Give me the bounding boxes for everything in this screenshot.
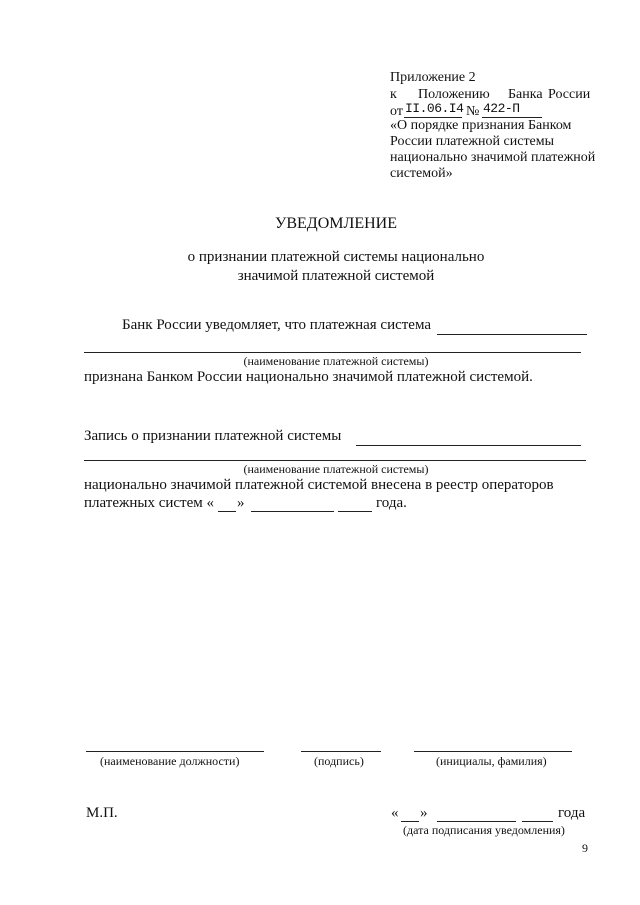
paragraph2-caption: (наименование платежной системы) — [243, 462, 429, 476]
signature-line — [301, 751, 381, 752]
full-name-caption: (инициалы, фамилия) — [436, 754, 547, 768]
appendix-number: 422-П — [483, 101, 520, 116]
appendix-num-sign: № — [466, 104, 480, 119]
registry-date-quote: » — [237, 495, 245, 511]
position-caption: (наименование должности) — [100, 754, 240, 768]
paragraph2-after: национально значимой платежной системой внесена в реестр операторов — [84, 477, 554, 493]
payment-system-name-line — [437, 334, 587, 335]
stamp-place: М.П. — [86, 805, 118, 821]
registry-date-suffix: года. — [376, 495, 407, 511]
appendix-ot: от — [390, 104, 403, 119]
document-subtitle-1: о признании платежной системы национально — [187, 249, 485, 265]
footer-day-line — [401, 821, 419, 822]
appendix-k: к — [390, 87, 397, 102]
registry-month-line — [251, 511, 334, 512]
document-subtitle-2: значимой платежной системой — [237, 268, 435, 284]
registry-day-line — [218, 511, 236, 512]
footer-year-line — [522, 821, 553, 822]
appendix-regulation-title-4: системой» — [390, 166, 453, 181]
footer-date-open-quote: « — [391, 805, 399, 821]
footer-year-word: года — [558, 805, 586, 821]
appendix-title: Приложение 2 — [390, 70, 476, 85]
registry-system-name-line-2 — [84, 460, 586, 461]
paragraph2-text: Запись о признании платежной системы — [84, 428, 342, 444]
registry-date-prefix: платежных систем « — [84, 495, 215, 511]
appendix-date: II.06.I4 — [405, 101, 464, 116]
registry-system-name-line — [356, 445, 581, 446]
page-number: 9 — [582, 841, 588, 855]
payment-system-name-line-2 — [84, 352, 581, 353]
position-line — [86, 751, 264, 752]
appendix-regulation-title-2: России платежной системы — [390, 134, 555, 149]
document-title: УВЕДОМЛЕНИЕ — [275, 215, 397, 232]
registry-year-line — [338, 511, 372, 512]
appendix-rossii: России — [548, 87, 591, 102]
paragraph1-caption: (наименование платежной системы) — [243, 354, 429, 368]
appendix-regulation-title-1: «О порядке признания Банком — [390, 118, 572, 133]
footer-date-close-quote: » — [420, 805, 428, 821]
paragraph1-text: Банк России уведомляет, что платежная система — [122, 317, 432, 333]
appendix-regulation-title-3: национально значимой платежной — [390, 150, 596, 165]
paragraph1-after: признана Банком России национально значимой платежной системой. — [84, 369, 533, 385]
footer-date-caption: (дата подписания уведомления) — [403, 823, 565, 837]
appendix-bank: Банка — [508, 87, 543, 102]
appendix-polozh: Положению — [418, 87, 490, 102]
footer-month-line — [437, 821, 516, 822]
full-name-line — [414, 751, 572, 752]
signature-caption: (подпись) — [314, 754, 364, 768]
